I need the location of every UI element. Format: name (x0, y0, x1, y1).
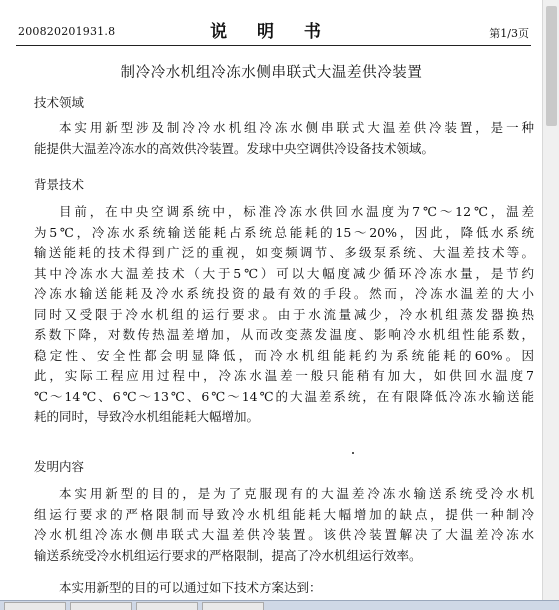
scrollbar-thumb[interactable] (546, 6, 557, 126)
text-line: 同时又受限于冷水机组的运行要求。由于水流量减少，冷水机组蒸发器换热 (34, 306, 534, 322)
patent-title: 制冷冷水机组冷冻水侧串联式大温差供冷装置 (120, 65, 423, 81)
text-line: 其中冷冻水大温差技术（大于5℃）可以大幅度减少循环冷冻水量，是节约 (34, 265, 534, 281)
text-line: 耗的同时，导致冷水机组能耗大幅增加。 (34, 409, 260, 424)
text-line: ℃～14℃、6℃～13℃、6℃～14℃的大温差系统，在有限降低冷冻水输送能 (34, 388, 534, 404)
paragraph-background (34, 202, 534, 428)
text-line: 能提供大温差冷冻水的高效供冷装置。发球中央空调供冷设备技术领域。 (34, 140, 435, 156)
text-line: 此，实际工程应用过程中，冷冻水温差一般只能稍有加大，如供回水温度7 (34, 368, 534, 383)
paragraph-summary-continued (34, 578, 534, 599)
vertical-scrollbar[interactable] (542, 0, 559, 609)
text-line: 冷水机组冷冻水侧串联式大温差供冷装置。该供冷装置解决了大温差冷冻水 (34, 527, 534, 542)
section-heading-summary: 发明内容 (34, 459, 85, 474)
text-line: 输送能耗的技术得到广泛的重视，如变频调节、多级泵系统、大温差技术等。 (34, 245, 534, 260)
text-line: 稳定性、安全性都会明显降低，而冷水机组能耗约为系统能耗的60%。因 (34, 347, 534, 363)
application-number: 200820201931.8 (18, 25, 116, 38)
page-number: 第1/3页 (489, 27, 529, 40)
scan-speck (352, 452, 354, 454)
text-line: 系数下降，对数传热温差增加，从而改变蒸发温度、影响冷水机组性能系数， (34, 327, 534, 342)
page-header (0, 0, 543, 44)
section-heading-background: 背景技术 (34, 177, 85, 192)
document-type-title: 说 明 书 (210, 22, 333, 42)
header-rule (16, 45, 531, 46)
text-line: 为5℃，冷冻水系统输送能耗占系统总能耗的15～20%，因此，降低水系统 (34, 224, 534, 240)
text-line: 组运行要求的严格限制而导致冷水机组能耗大幅增加的缺点，提供一种制冷 (34, 506, 534, 522)
paragraph-technical-field (34, 118, 534, 159)
paragraph-summary (34, 484, 534, 566)
text-line: 输送系统受冷水机组运行要求的严格限制，提高了冷水机组运行效率。 (34, 547, 422, 563)
text-line: 本实用新型的目的，是为了克服现有的大温差冷冻水输送系统受冷水机 (59, 486, 534, 501)
text-line: 本实用新型涉及制冷冷水机组冷冻水侧串联式大温差供冷装置，是一种 (59, 120, 534, 135)
text-line: 本实用新型的目的可以通过如下技术方案达到： (59, 580, 322, 595)
section-heading-technical-field: 技术领域 (34, 95, 85, 110)
text-line: 目前，在中央空调系统中，标准冷冻水供回水温度为7℃～12℃，温差 (59, 204, 534, 219)
text-line: 冷冻水输送能耗及冷水系统投资的最有效的手段。然而，冷冻水温差的大小 (34, 286, 534, 301)
